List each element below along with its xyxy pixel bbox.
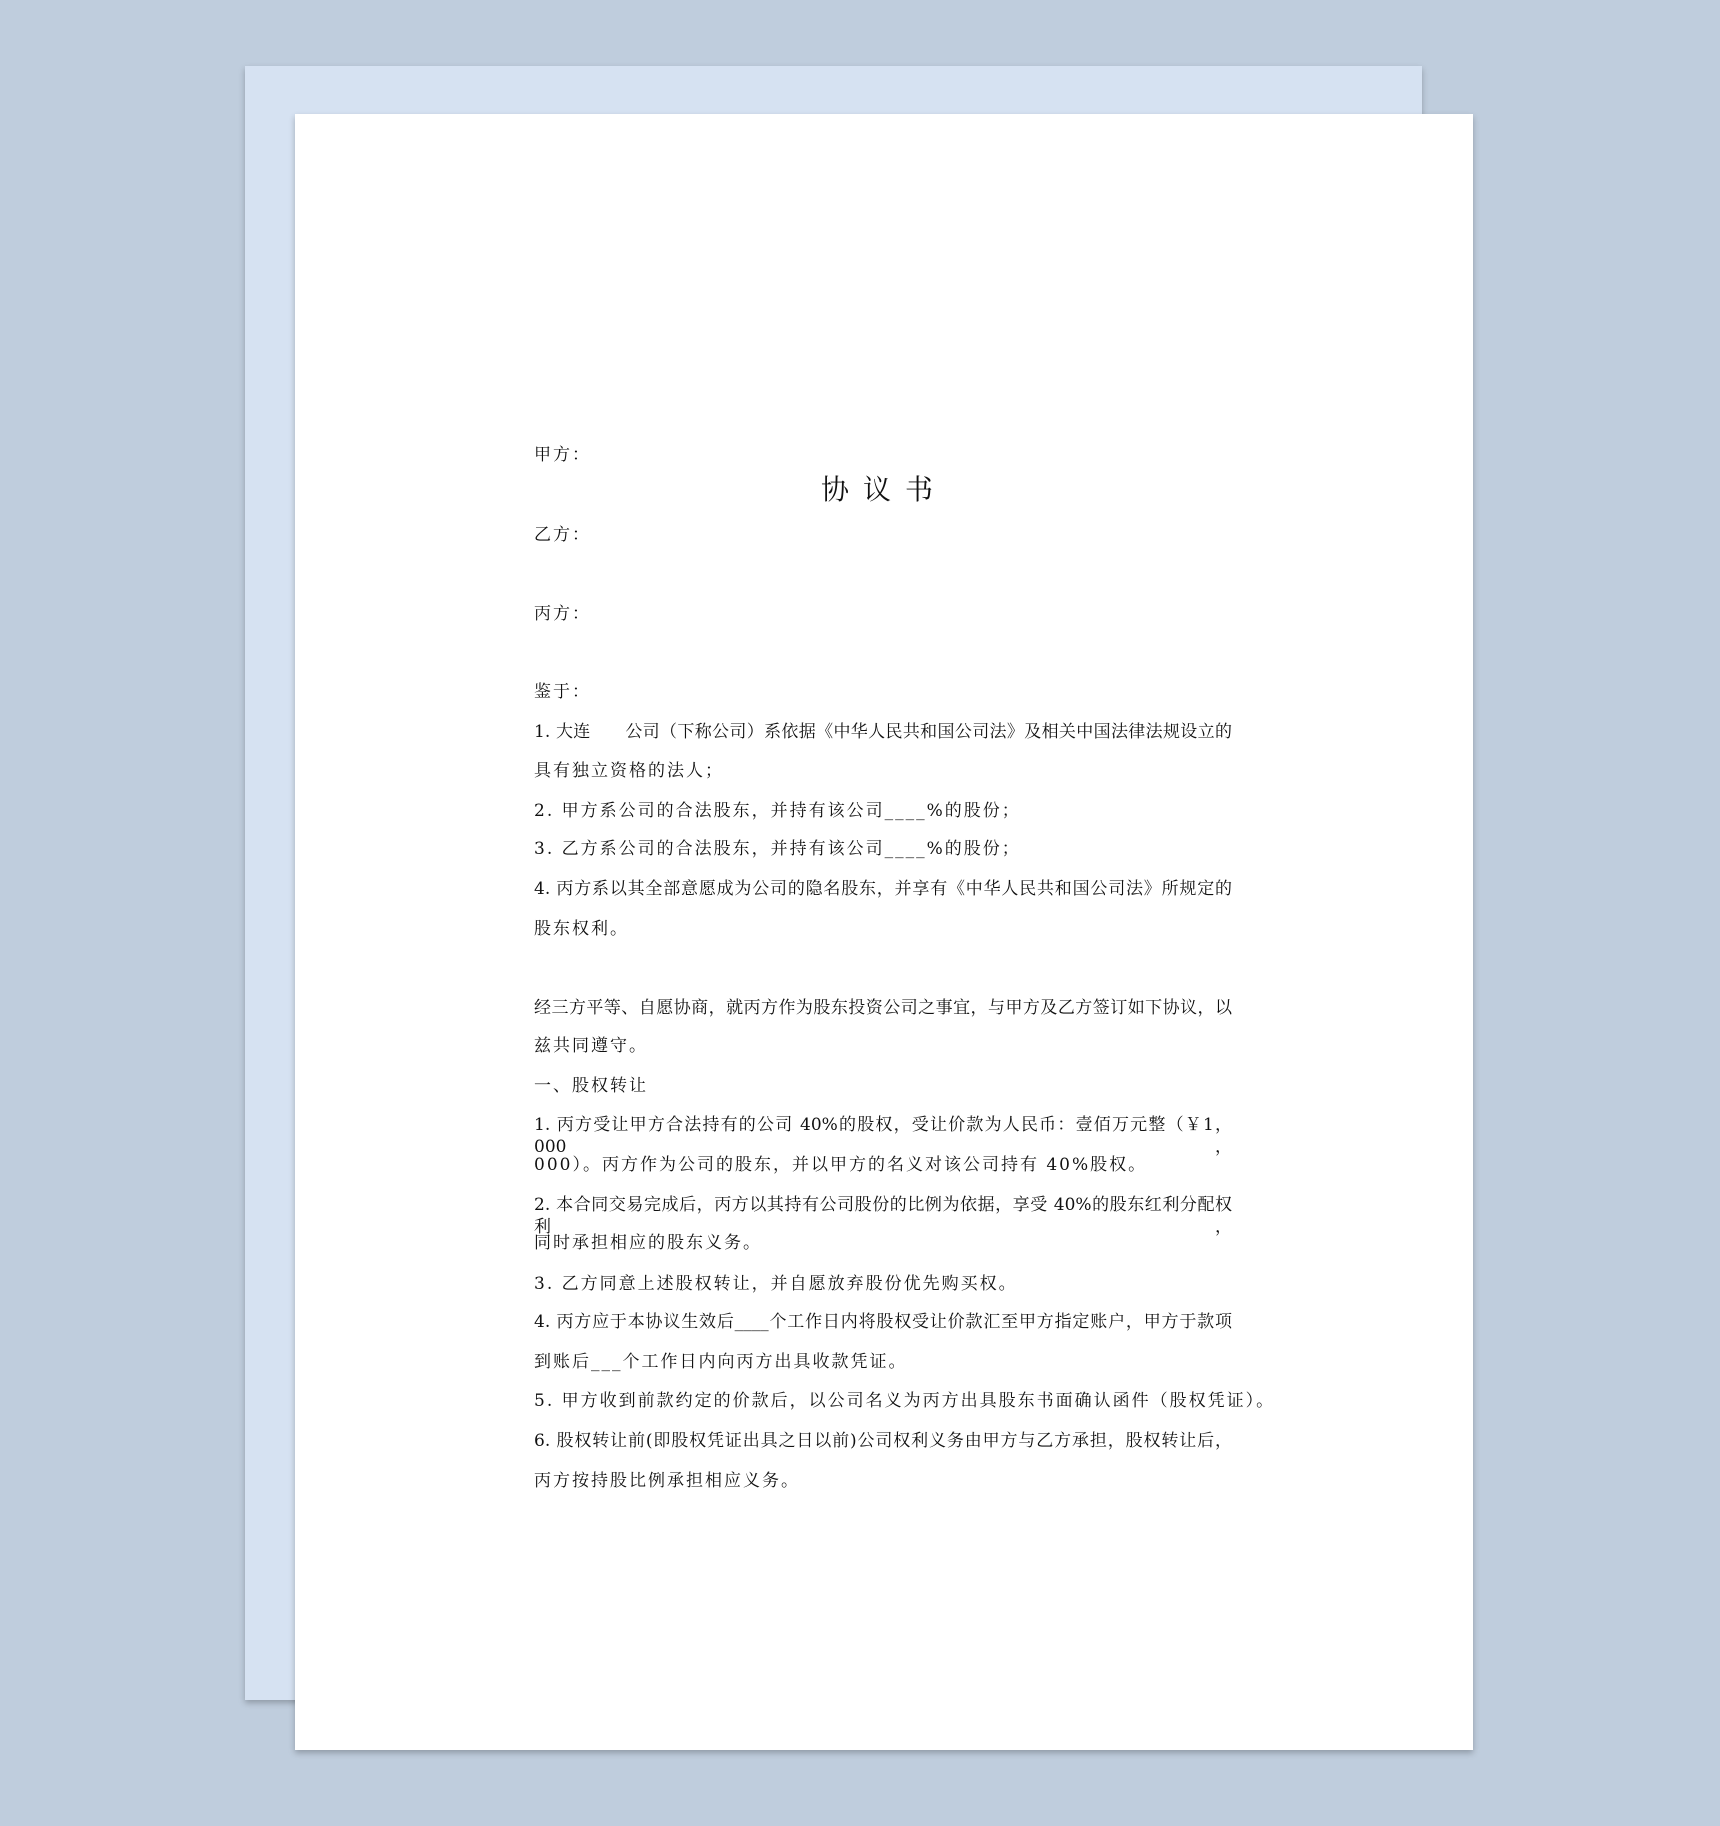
clause-line: 4. 丙方应于本协议生效后____个工作日内将股权受让价款汇至甲方指定账户，甲方于款项	[534, 1312, 1232, 1332]
party-a-label: 甲方：	[534, 445, 591, 465]
whereas-line: 4. 丙方系以其全部意愿成为公司的隐名股东，并享有《中华人民共和国公司法》所规定的	[534, 879, 1232, 899]
clause-line: 到账后___个工作日内向丙方出具收款凭证。	[534, 1352, 908, 1372]
party-b-label: 乙方：	[534, 525, 591, 545]
clause-line: 2. 本合同交易完成后，丙方以其持有公司股份的比例为依据，享受 40%的股东红利分配权利，	[534, 1195, 1232, 1237]
whereas-line: 股东权利。	[534, 919, 629, 939]
section-heading: 一、股权转让	[534, 1076, 648, 1096]
clause-line: 3. 乙方同意上述股权转让，并自愿放弃股份优先购买权。	[534, 1274, 1018, 1294]
party-c-label: 丙方：	[534, 604, 591, 624]
whereas-line: 1. 大连 公司（下称公司）系依据《中华人民共和国公司法》及相关中国法律法规设立的	[534, 722, 1232, 742]
whereas-line: 具有独立资格的法人；	[534, 761, 724, 781]
clause-line: 1. 丙方受让甲方合法持有的公司 40%的股权，受让价款为人民币：壹佰万元整（￥1，000，	[534, 1115, 1232, 1157]
clause-line: 000）。丙方作为公司的股东，并以甲方的名义对该公司持有 40%股权。	[534, 1155, 1148, 1175]
preamble-line: 经三方平等、自愿协商，就丙方作为股东投资公司之事宜，与甲方及乙方签订如下协议，以	[534, 998, 1232, 1018]
document-title: 协议书	[820, 473, 947, 506]
clause-line: 同时承担相应的股东义务。	[534, 1233, 762, 1253]
clause-line: 6. 股权转让前(即股权凭证出具之日以前)公司权利义务由甲方与乙方承担，股权转让后，	[534, 1431, 1232, 1451]
whereas-line: 2. 甲方系公司的合法股东，并持有该公司____%的股份；	[534, 801, 1021, 821]
preamble-line: 兹共同遵守。	[534, 1036, 648, 1056]
document-page	[295, 114, 1473, 1750]
clause-line: 5. 甲方收到前款约定的价款后，以公司名义为丙方出具股东书面确认函件（股权凭证）。	[534, 1391, 1276, 1411]
whereas-line: 3. 乙方系公司的合法股东，并持有该公司____%的股份；	[534, 839, 1021, 859]
whereas-label: 鉴于：	[534, 682, 591, 702]
clause-line: 丙方按持股比例承担相应义务。	[534, 1471, 800, 1491]
